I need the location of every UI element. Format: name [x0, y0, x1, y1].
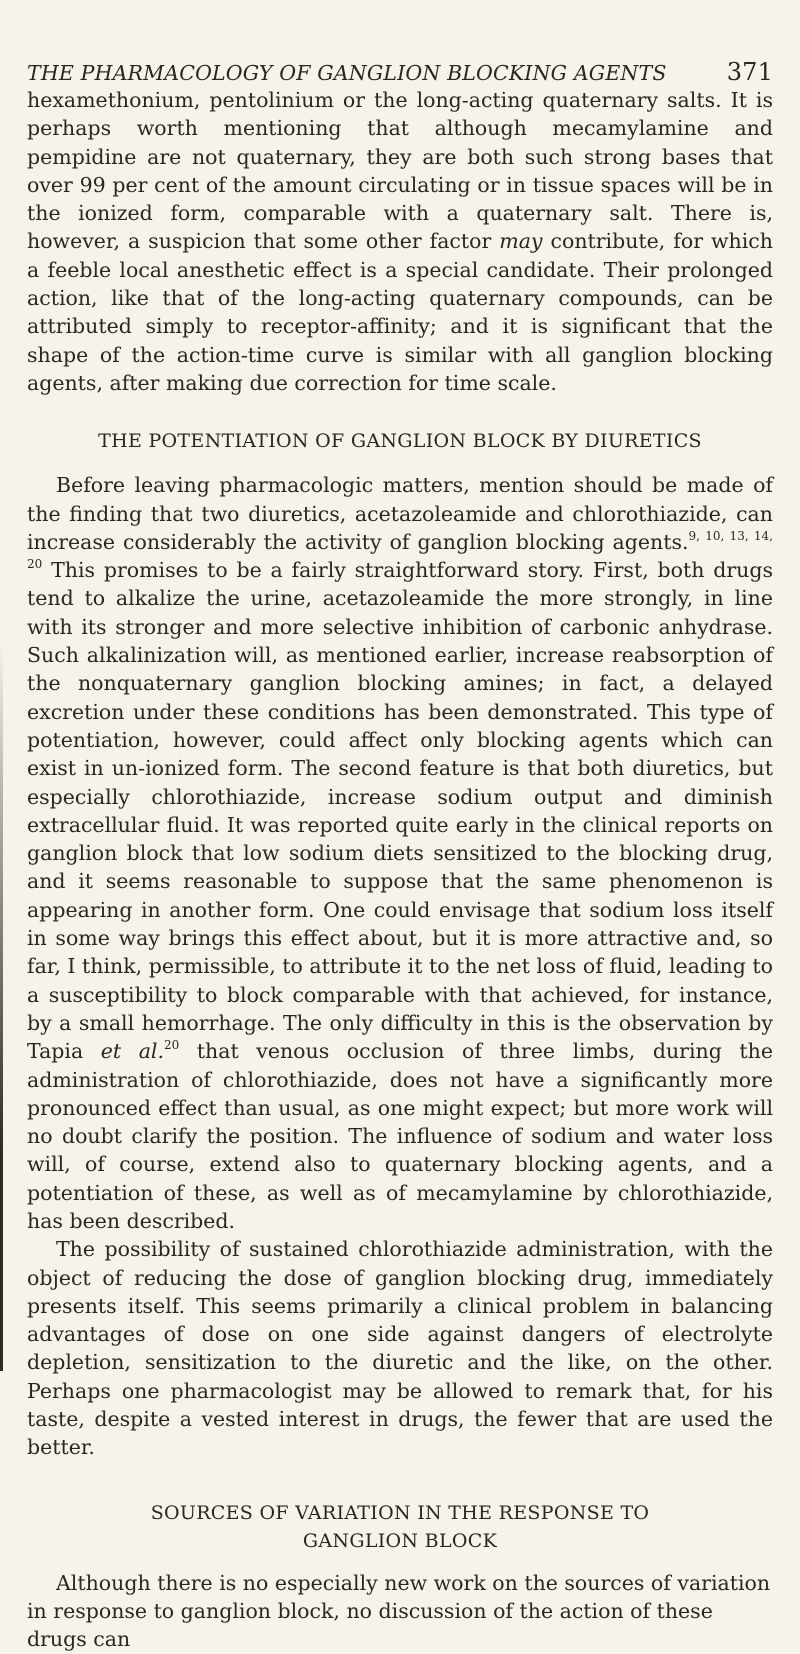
paragraph-continued: [27, 86, 773, 397]
binding-shadow: [0, 640, 3, 1371]
paragraph-text: contribute, for which a feeble local anesthetic effect is a special candidate. Their prolonged action, like that of the long-acting quaternary compounds, can be attributed simply to receptor-affinity; and it is significant that the shape of the action-time curve is similar with all ganglion blocking agents, after making due correction for time scale.: [27, 229, 773, 395]
paragraph-text: Before leaving pharmacologic matters, mention should be made of the finding that two diuretics, acetazoleamide and chlorothiazide, can increase considerably the activity of ganglion blocking agents.: [27, 473, 773, 554]
paragraph-text: that venous occlusion of three limbs, during the administration of chlorothiazide, does not have a significantly more pronounced effect than usual, as one might expect; but more work will no doubt clarify the position. The influence of sodium and water loss will, of course, extend also to quaternary blocking agents, and a potentiation of these, as well as of mecamylamine by chlorothiazide, has been described.: [27, 1039, 773, 1233]
emphasis-text: et al.: [100, 1039, 164, 1064]
heading-line: SOURCES OF VARIATION IN THE RESPONSE TO: [150, 1501, 650, 1524]
section-heading-variation: [27, 1499, 773, 1555]
emphasis-text: may: [499, 229, 543, 254]
body-text: [27, 86, 773, 1654]
page-header: [27, 58, 773, 86]
paragraph-variation: Although there is no especially new work on the sources of variation in response to ganglion block, no discussion of the action of these drugs can: [27, 1570, 771, 1652]
paragraph-chlorothiazide: The possibility of sustained chlorothiazide administration, with the object of reducing the dose of ganglion blocking drug, immediately presents itself. This seems primarily a clinical problem in balancing advantages of dose on one side against dangers of electrolyte depletion, sensitization to the diuretic and the like, on the other. Perhaps one pharmacologist may be allowed to remark that, for his taste, despite a vested interest in drugs, the fewer that are used the better.: [27, 1237, 773, 1460]
paragraph-text: hexamethonium, pentolinium or the long-acting quaternary salts. It is perhaps worth mentioning that although mecamylamine and pempidine are not quaternary, they are both such strong bases that over 99 per cent of the amount circulating or in tissue spaces will be in the ionized form, comparable with a quaternary salt. There is, however, a suspicion that some other factor: [27, 88, 773, 254]
reference-superscript: 20: [163, 1038, 180, 1053]
paragraph-diuretics: [27, 471, 773, 1235]
heading-line: GANGLION BLOCK: [302, 1529, 498, 1552]
section-heading-diuretics: THE POTENTIATION OF GANGLION BLOCK BY DIURETICS: [98, 430, 702, 453]
page-number: 371: [726, 58, 773, 86]
running-title: THE PHARMACOLOGY OF GANGLION BLOCKING AGENTS: [27, 61, 667, 85]
paragraph-text: This promises to be a fairly straightforward story. First, both drugs tend to alkalize the urine, acetazoleamide the more strongly, in line with its stronger and more selective inhibition of carbonic anhydrase. Such alkalinization will, as mentioned earlier, increase reabsorption of the nonquaternary ganglion blocking amines; in fact, a delayed excretion under these conditions has been demonstrated. This type of potentiation, however, could affect only blocking agents which can exist in un-ionized form. The second feature is that both diuretics, but especially chlorothiazide, increase sodium output and diminish extracellular fluid. It was reported quite early in the clinical reports on ganglion block that low sodium diets sensitized to the blocking drug, and it seems reasonable to suppose that the same phenomenon is appearing in another form. One could envisage that sodium loss itself in some way brings this effect about, but it is more attractive and, so far, I think, permissible, to attribute it to the net loss of fluid, leading to a susceptibility to block comparable with that achieved, for instance, by a small hemorrhage. The only difficulty in this is the observation by Tapia: [27, 558, 773, 1064]
reference-superscript: 9, 10, 13, 14, 20: [27, 528, 773, 572]
